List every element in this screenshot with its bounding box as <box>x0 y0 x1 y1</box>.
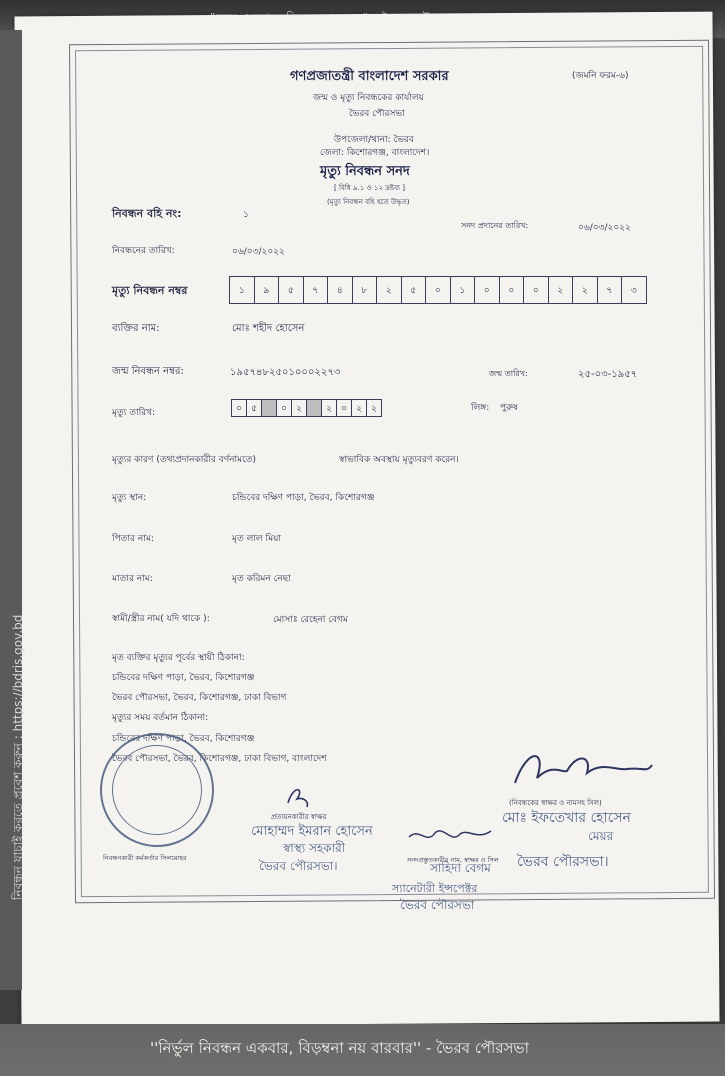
birth-reg-no-value: ১৯৫৭৪৮২৫০১০০০২২৭৩ <box>230 367 341 378</box>
inspector-role: স্যানেটারী ইন্সপেক্টর <box>392 882 478 895</box>
dob-label: জন্ম তারিখ: <box>489 369 528 378</box>
reg-no-digit: ২ <box>377 277 402 303</box>
dod-separator <box>307 400 322 416</box>
reg-no-digit: ৪ <box>328 277 353 303</box>
dod-digit: ০ <box>232 400 247 416</box>
reg-no-digit: ৭ <box>304 277 329 303</box>
permanent-address-line: ভৈরব পৌরসভা, ভৈরব, কিশোরগঞ্জ, ঢাকা বিভাগ <box>112 693 287 703</box>
reg-no-digit: ১ <box>230 277 255 303</box>
father-name-label: পিতার নাম: <box>112 534 154 544</box>
district: জেলা: কিশোরগঞ্জ, বাংলাদেশ। <box>320 148 430 158</box>
registration-date-label: নিবন্ধনের তারিখ: <box>112 246 175 256</box>
dod-digit: ০ <box>337 400 352 416</box>
mayor-office: ভৈরব পৌরসভা। <box>517 854 609 870</box>
verifier-label: প্রত্যয়নকারীর স্বাক্ষর <box>271 813 327 821</box>
mayor-name: মোঃ ইফতেখার হোসেন <box>502 810 631 826</box>
reg-no-digit: ৮ <box>353 277 378 303</box>
footer-motto: ''নির্ভুল নিবন্ধন একবার, বিড়ম্বনা নয় বারবার'' - ভৈরব পৌরসভা <box>150 1039 529 1057</box>
birth-reg-no-label: জন্ম নিবন্ধন নম্বর: <box>112 366 184 377</box>
registrar-signature-label: (নিবন্ধকের স্বাক্ষর ও নামসহ সিল) <box>509 799 602 807</box>
sex-value: পুরুষ <box>500 403 518 413</box>
registrar-signature <box>507 743 657 798</box>
reg-no-digit: ২ <box>573 277 598 303</box>
preparer-signature <box>405 823 495 851</box>
dob-value: ২৫-০৩-১৯৫৭ <box>578 369 638 380</box>
father-name-value: মৃত লাল মিয়া <box>232 534 281 544</box>
preparer-label: সনদপ্রস্তুতকারীর নাম, স্বাক্ষর ও সিল <box>407 856 499 864</box>
present-address-line: চন্ডিবের দক্ষিণ পাড়া, ভৈরব, কিশোরগঞ্জ <box>112 734 255 744</box>
permanent-address-label: মৃত ব্যক্তির মৃত্যুর পূর্বের স্থায়ী ঠিকানা: <box>112 653 245 663</box>
dod-separator <box>262 400 277 416</box>
volume-label: নিবন্ধন বহি নং: <box>112 207 182 220</box>
spouse-name-value: মোসাঃ রেহেনা বেগম <box>273 615 348 625</box>
reg-no-digit: ১ <box>451 277 476 303</box>
recorder-seal-label: নিবন্ধনকারী কর্মকর্তার সিলমোহর <box>103 854 187 862</box>
present-address-line: ভৈরব পৌরসভা, ভৈরব, কিশোরগঞ্জ, ঢাকা বিভাগ, বাংলাদেশ <box>112 754 327 764</box>
death-date-label: মৃত্যু তারিখ: <box>112 408 156 418</box>
death-reg-no-label: মৃত্যু নিবন্ধন নম্বর <box>112 284 188 297</box>
reg-no-digit: ৫ <box>279 277 304 303</box>
dod-digit: ২ <box>292 400 307 416</box>
death-place-label: মৃত্যু স্থান: <box>112 493 147 503</box>
reg-no-digit: ৩ <box>630 285 637 296</box>
certificate-title: মৃত্যু নিবন্ধন সনদ <box>320 164 410 179</box>
death-reg-no-box <box>229 276 647 304</box>
form-number: (জমনি ফরম-৬) <box>572 71 629 81</box>
registration-date-value: ০৬/০৩/২০২২ <box>232 247 285 257</box>
inspector-office: ভৈরব পৌরসভা <box>400 898 475 912</box>
issue-date-label: সনদ প্রদানের তারিখ: <box>461 221 529 230</box>
permanent-address-line: চন্ডিবের দক্ষিণ পাড়া, ভৈরব, কিশোরগঞ্জ <box>112 673 255 683</box>
reg-no-digit: ৫ <box>402 277 427 303</box>
government-title: গণপ্রজাতন্ত্রী বাংলাদেশ সরকার <box>290 69 449 84</box>
volume-value: ১ <box>243 210 249 220</box>
present-address-label: মৃত্যুর সময় বর্তমান ঠিকানা: <box>112 713 209 723</box>
mother-name-label: মাতার নাম: <box>112 574 153 584</box>
rule-reference: [ বিধি ৯.১ ও ১২ দ্রষ্টব্য ] <box>334 184 405 192</box>
dod-digit: ৫ <box>247 400 262 416</box>
dod-digit: ২ <box>371 403 377 414</box>
reg-no-digit: ৯ <box>255 277 280 303</box>
health-assistant-office: ভৈরব পৌরসভা। <box>259 859 338 873</box>
office-name: জন্ম ও মৃত্যু নিবন্ধকের কার্যালয় <box>313 93 424 103</box>
upazila: উপজেলা/থানা: ভৈরব <box>334 135 414 145</box>
inspector-name: সাহিদা বেগম <box>430 861 491 875</box>
person-name-value: মোঃ শহীদ হোসেন <box>232 323 305 334</box>
spouse-name-label: স্বামী/স্ত্রীর নাম( যদি থাকে ): <box>112 614 210 624</box>
person-name-label: ব্যক্তির নাম: <box>112 323 160 334</box>
dod-digit: ২ <box>322 400 337 416</box>
verifier-signature <box>283 783 313 811</box>
volume-sub: (মৃত্যু নিবন্ধন বহি হতে উদ্ধৃত) <box>327 198 410 206</box>
cause-value: স্বাভাবিক অবস্থায় মৃত্যুবরণ করেন। <box>339 455 459 465</box>
dod-digit: ০ <box>277 400 292 416</box>
reg-no-digit: ০ <box>426 277 451 303</box>
sex-label: লিঙ্গ: <box>471 403 490 413</box>
verification-url-text: নিবন্ধন যাচাই করতে প্রবেশ করুন : https://bdris.gov.bd <box>11 614 25 900</box>
reg-no-digit: ০ <box>475 277 500 303</box>
issue-date-value: ০৬/০৩/২০২২ <box>578 223 631 233</box>
death-place-value: চন্ডিবের দক্ষিণ পাড়া, ভৈরব, কিশোরগঞ্জ <box>232 493 375 503</box>
mother-name-value: মৃত করিমন নেছা <box>232 574 291 584</box>
reg-no-digit: ০ <box>500 277 525 303</box>
reg-no-digit: ৭ <box>598 277 623 303</box>
reg-no-digit: ২ <box>549 277 574 303</box>
death-date-box <box>231 399 382 417</box>
cause-label: মৃত্যুর কারণ (তথ্যপ্রদানকারীর বর্ণনামতে) <box>112 455 257 465</box>
dod-digit: ২ <box>352 400 367 416</box>
office-sub: ভৈরব পৌরসভা <box>349 109 405 119</box>
mayor-role: মেয়র <box>588 829 614 843</box>
side-strip <box>0 30 25 990</box>
health-assistant-name: মোহাম্মদ ইমরান হোসেন <box>251 824 373 839</box>
reg-no-digit: ০ <box>524 277 549 303</box>
health-assistant-role: স্বাস্থ্য সহকারী <box>283 841 346 855</box>
